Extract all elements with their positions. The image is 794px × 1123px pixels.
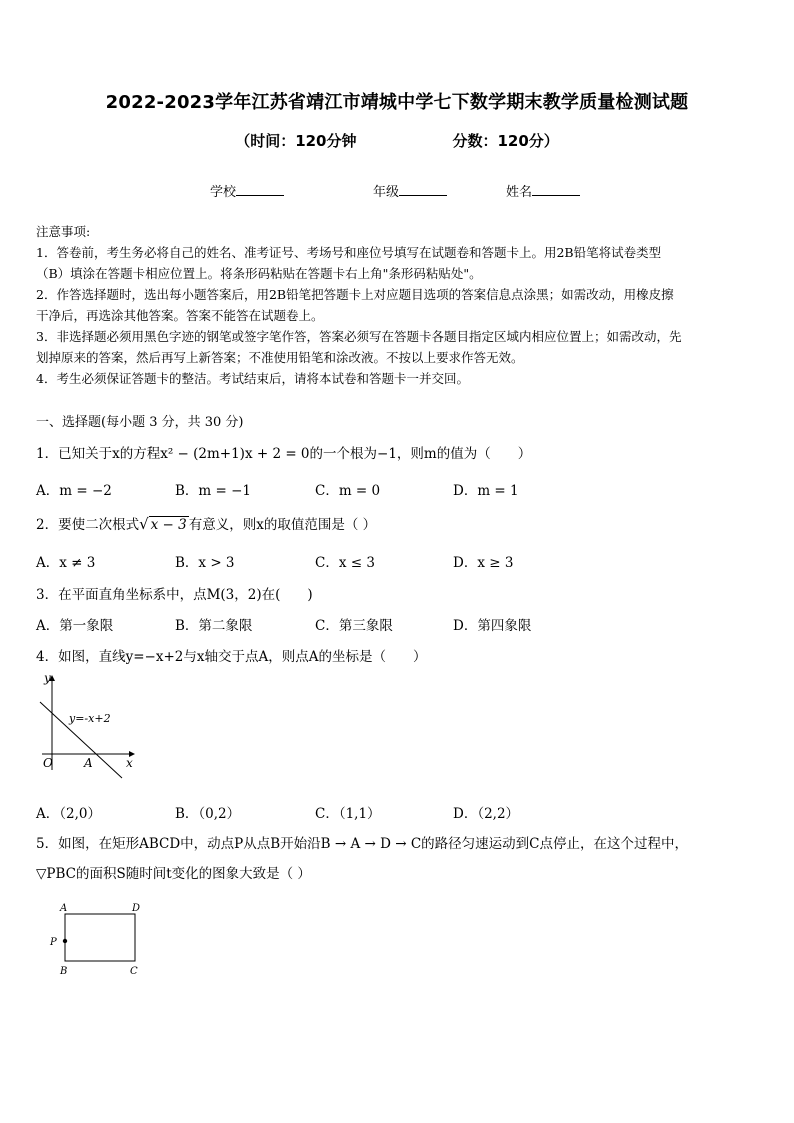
notice-line: 4．考生必须保证答题卡的整洁。考试结束后，请将本试卷和答题卡一并交回。: [36, 371, 469, 386]
question-1: 1．已知关于x的方程x² − (2m+1)x + 2 = 0的一个根为−1，则m的值为（ ）: [36, 446, 532, 462]
q3-option-b[interactable]: B．第二象限: [175, 618, 253, 634]
rectangle-abcd: [65, 914, 135, 961]
sqrt-sign: √: [139, 515, 149, 533]
question-5-line-1: 5．如图，在矩形ABCD中，动点P从点B开始沿B → A → D → C的路径匀速运动到C点停止，在这个过程中，: [36, 836, 689, 852]
q1-option-a[interactable]: A．m = −2: [36, 483, 112, 499]
notice-line: （B）填涂在答题卡相应位置上。将条形码粘贴在答题卡右上角"条形码粘贴处"。: [36, 266, 482, 281]
grade-field: [373, 181, 447, 200]
q2-suffix: 有意义，则x的取值范围是（ ）: [188, 517, 377, 533]
question-4: 4．如图，直线y=−x+2与x轴交于点A，则点A的坐标是（ ）: [36, 649, 427, 665]
q4-option-a[interactable]: A．（2,0）: [36, 806, 101, 822]
x-axis-label: x: [126, 756, 133, 770]
q3-option-c[interactable]: C．第三象限: [315, 618, 393, 634]
q3-option-d[interactable]: D．第四象限: [453, 618, 532, 634]
q2-prefix: 2．要使二次根式: [36, 517, 140, 533]
q2-option-a[interactable]: A．x ≠ 3: [36, 555, 96, 571]
origin-label: O: [43, 756, 53, 770]
point-p-dot: [63, 939, 67, 943]
grade-label: 年级: [373, 185, 400, 200]
q2-option-d[interactable]: D．x ≥ 3: [453, 555, 514, 571]
q1-option-d[interactable]: D．m = 1: [453, 483, 519, 499]
point-p-label: P: [50, 937, 57, 948]
vertex-d-label: D: [132, 903, 141, 914]
notice-line: 2．作答选择题时，选出每小题答案后，用2B铅笔把答题卡上对应题目选项的答案信息点涂黑；如需改动，用橡皮擦: [36, 287, 674, 302]
q3-option-a[interactable]: A．第一象限: [36, 618, 114, 634]
q1-option-b[interactable]: B．m = −1: [175, 483, 252, 499]
notice-line: 干净后，再选涂其他答案。答案不能答在试题卷上。: [36, 308, 324, 323]
q2-radicand: x − 3: [150, 517, 187, 533]
question-5-line-2: ▽PBC的面积S随时间t变化的图象大致是（ ）: [36, 866, 311, 882]
notice-line: 3．非选择题必须用黑色字迹的钢笔或签字笔作答，答案必须写在答题卡各题目指定区域内相应位置上；如需改动，先: [36, 329, 682, 344]
page-title: 2022-2023学年江苏省靖江市靖城中学七下数学期末教学质量检测试题: [105, 92, 689, 113]
exam-time: （时间：120分钟: [235, 132, 357, 150]
notice-block: [36, 221, 681, 389]
notice-line: 划掉原来的答案，然后再写上新答案；不准使用铅笔和涂改液。不按以上要求作答无效。: [36, 350, 524, 365]
question-2: [36, 513, 376, 533]
question-3: 3．在平面直角坐标系中，点M(3，2)在( ): [36, 587, 313, 603]
name-field: [506, 181, 580, 200]
exam-meta: [0, 130, 794, 151]
school-blank[interactable]: [236, 183, 284, 196]
q2-option-c[interactable]: C．x ≤ 3: [315, 555, 375, 571]
vertex-c-label: C: [130, 966, 138, 977]
grade-blank[interactable]: [399, 183, 447, 196]
line-equation-label: y=-x+2: [69, 712, 111, 725]
q5-rectangle-figure: [46, 900, 156, 980]
notice-line: 1．答卷前，考生务必将自己的姓名、准考证号、考场号和座位号填写在试题卷和答题卡上。用2B铅笔将试卷类型: [36, 245, 662, 260]
school-field: [210, 181, 284, 200]
name-label: 姓名: [506, 185, 533, 200]
section-heading: 一、选择题(每小题 3 分，共 30 分): [36, 415, 244, 430]
name-blank[interactable]: [532, 183, 580, 196]
q4-option-b[interactable]: B．（0,2）: [175, 806, 241, 822]
point-a-label: A: [84, 756, 93, 770]
q4-option-d[interactable]: D．（2,2）: [453, 806, 520, 822]
vertex-b-label: B: [60, 966, 68, 977]
notice-heading: 注意事项:: [36, 224, 91, 239]
y-axis-label: y: [44, 671, 51, 685]
school-label: 学校: [210, 185, 237, 200]
q1-option-c[interactable]: C．m = 0: [315, 483, 381, 499]
q2-option-b[interactable]: B．x > 3: [175, 555, 235, 571]
q4-line-graph: [36, 670, 146, 780]
q4-option-c[interactable]: C．（1,1）: [315, 806, 381, 822]
vertex-a-label: A: [60, 903, 68, 914]
exam-score: 分数：120分）: [452, 132, 559, 150]
